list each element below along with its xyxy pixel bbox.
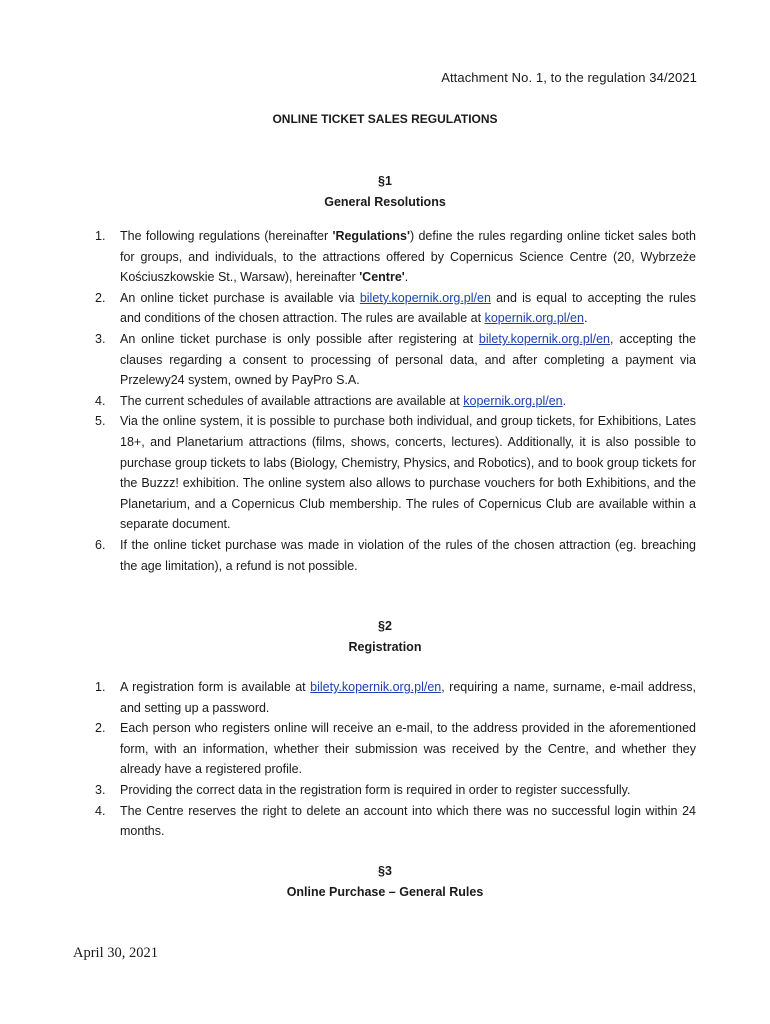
item-number: 2. bbox=[95, 290, 106, 305]
section-1-heading bbox=[0, 171, 770, 213]
item-text: . bbox=[404, 270, 409, 285]
list-item bbox=[95, 391, 696, 412]
list-item bbox=[95, 535, 696, 576]
item-text: ) define the rules regarding online ticket sales both for groups, and individuals, to the attractions offered by Copernicus Science Centre (20, Wybrzeże Kościuszkowskie St., Warsaw), hereinafter bbox=[120, 229, 696, 285]
item-text: . bbox=[562, 393, 567, 408]
footer-date: April 30, 2021 bbox=[73, 945, 158, 961]
item-number: 1. bbox=[95, 229, 106, 243]
bilety-link[interactable]: bilety.kopernik.org.pl/en bbox=[359, 290, 491, 305]
list-item bbox=[95, 677, 696, 718]
attachment-note: Attachment No. 1, to the regulation 34/2021 bbox=[441, 70, 697, 85]
item-text: If the online ticket purchase was made in violation of the rules of the chosen attraction (eg. breaching the age limitation), a refund is not possible. bbox=[120, 537, 696, 573]
item-number: 4. bbox=[95, 803, 106, 818]
list-item bbox=[95, 780, 696, 801]
item-number: 4. bbox=[95, 393, 106, 408]
term-regulations: 'Regulations' bbox=[332, 229, 410, 243]
item-text: , accepting the clauses regarding a consent to processing of personal data, and after completing a payment via Przelewy24 system, owned by PayPro S.A. bbox=[120, 331, 696, 388]
kopernik-link[interactable]: kopernik.org.pl/en bbox=[484, 311, 584, 326]
item-text: , requiring a name, surname, e-mail address, and setting up a password. bbox=[120, 680, 696, 715]
item-number: 5. bbox=[95, 414, 106, 429]
list-item bbox=[95, 226, 696, 288]
section-1-symbol: §1 bbox=[378, 174, 392, 188]
item-text: Via the online system, it is possible to purchase both individual, and group tickets, for Exhibitions, Lates 18+, and Planetarium attractions (films, shows, concerts, lectures). Additionally, it is also possible to purchase group tickets to labs (Biology, Chemistry, Physics, and Robotics), and to book group tickets for the Buzzz! exhibition. The online system also allows to purchase vouchers for both Exhibitions, and the Planetarium, and a Copernicus Club membership. The rules of Copernicus Club are available within a separate document. bbox=[120, 414, 696, 532]
term-centre: 'Centre' bbox=[359, 270, 405, 285]
item-text: An online ticket purchase is available via bbox=[120, 290, 360, 305]
item-number: 2. bbox=[95, 721, 106, 736]
list-item bbox=[95, 329, 696, 391]
section-1-list bbox=[95, 226, 696, 576]
section-2-title: Registration bbox=[348, 640, 422, 654]
item-number: 3. bbox=[95, 782, 106, 797]
section-2-symbol: §2 bbox=[378, 619, 392, 633]
section-2-heading bbox=[0, 616, 770, 658]
item-number: 1. bbox=[95, 680, 106, 694]
section-3-symbol: §3 bbox=[378, 864, 392, 878]
item-text: A registration form is available at bbox=[120, 680, 311, 694]
bilety-link[interactable]: bilety.kopernik.org.pl/en bbox=[478, 331, 611, 346]
item-text: and is equal to accepting the rules and conditions of the chosen attraction. The rules are available at bbox=[120, 290, 696, 326]
item-text: The current schedules of available attractions are available at bbox=[120, 393, 464, 408]
item-text: The Centre reserves the right to delete an account into which there was no successful login within 24 months. bbox=[120, 803, 696, 839]
item-text: . bbox=[583, 311, 588, 326]
item-number: 6. bbox=[95, 537, 106, 552]
list-item bbox=[95, 411, 696, 535]
section-2-list bbox=[95, 677, 696, 842]
item-text: An online ticket purchase is only possible after registering at bbox=[120, 331, 479, 346]
list-item bbox=[95, 718, 696, 780]
list-item bbox=[95, 801, 696, 842]
list-item bbox=[95, 288, 696, 329]
section-3-heading bbox=[0, 861, 770, 903]
item-text: Each person who registers online will receive an e-mail, to the address provided in the aforementioned form, with an information, whether their submission was received by the Centre, and whether they already have a registered profile. bbox=[120, 721, 696, 777]
document-title: ONLINE TICKET SALES REGULATIONS bbox=[272, 112, 498, 126]
item-number: 3. bbox=[95, 331, 106, 346]
item-text: The following regulations (hereinafter bbox=[120, 229, 333, 243]
section-1-title: General Resolutions bbox=[324, 195, 446, 209]
section-3-title: Online Purchase – General Rules bbox=[286, 885, 484, 899]
bilety-link[interactable]: bilety.kopernik.org.pl/en bbox=[310, 680, 442, 694]
kopernik-link[interactable]: kopernik.org.pl/en bbox=[463, 393, 563, 408]
item-text: Providing the correct data in the registration form is required in order to register successfully. bbox=[120, 782, 631, 797]
